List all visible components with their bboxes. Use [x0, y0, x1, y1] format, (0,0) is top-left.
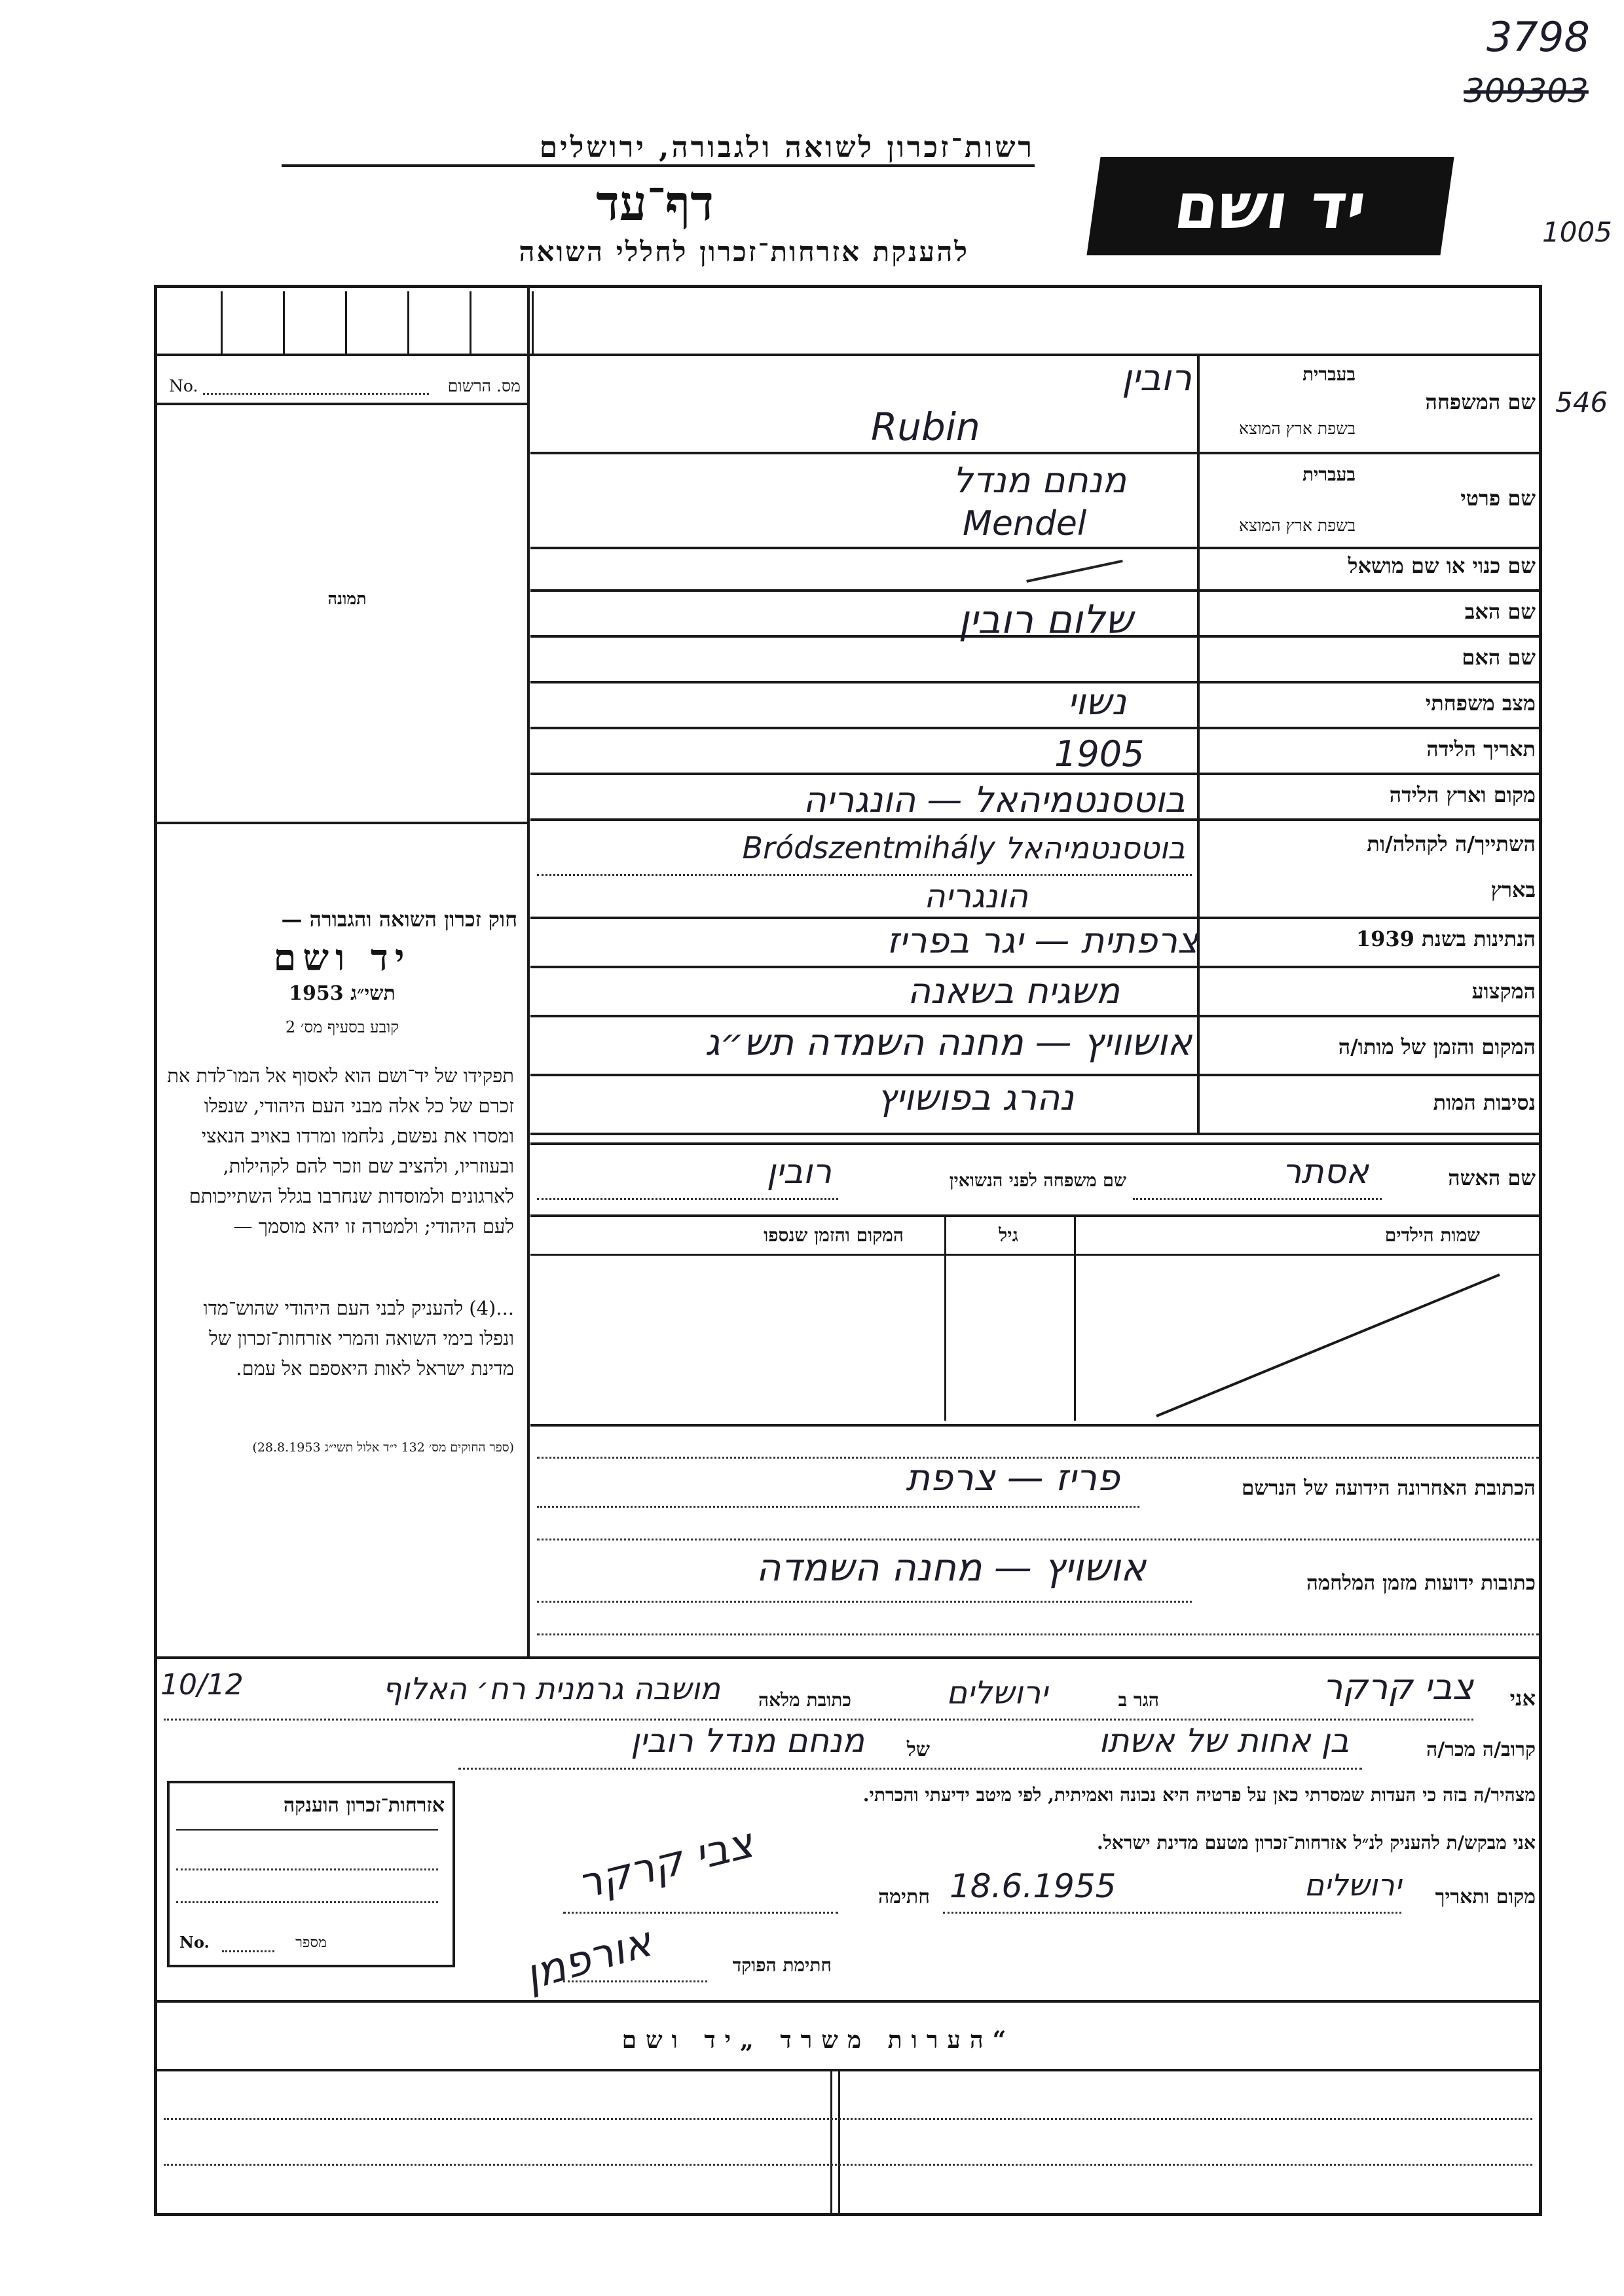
granted-no-he: מספר	[295, 1935, 327, 1951]
row-rule	[530, 1015, 1539, 1017]
archive-number-2: 309303	[1464, 72, 1589, 110]
authority-line: רשות־זכרון לשואה ולגבורה, ירושלים	[282, 131, 1035, 167]
address-dots	[537, 1506, 1139, 1508]
children-death-label: המקום והזמן שנספו	[764, 1224, 904, 1246]
community-value[interactable]: בוטסנטמיהאל Bródszentmihály	[742, 830, 1185, 866]
resides-value[interactable]: ירושלים	[946, 1675, 1048, 1711]
row-rule	[530, 1214, 1539, 1217]
checkbox-strip	[160, 291, 534, 354]
archive-number-4: 546	[1555, 386, 1608, 418]
hebrew-label-1: בעברית	[1302, 363, 1356, 385]
children-header-rule	[530, 1254, 1539, 1256]
signature-label: חתימה	[878, 1886, 930, 1908]
form-subtitle: להענקת אזרחות־זכרון לחללי השואה	[519, 236, 969, 268]
row-rule	[530, 773, 1539, 775]
granted-box	[167, 1781, 455, 1967]
children-col-divider	[944, 1214, 946, 1421]
address-dots	[537, 1633, 1539, 1635]
country-value[interactable]: הונגריה	[924, 877, 1028, 915]
row-rule	[530, 589, 1539, 592]
birth-place-value[interactable]: בוטסנטמיהאל — הונגריה	[803, 779, 1185, 820]
reg-no-prefix: No.	[169, 376, 198, 395]
row-rule	[530, 452, 1539, 454]
relative-dots	[458, 1768, 1362, 1770]
maiden-value[interactable]: רובין	[766, 1152, 832, 1192]
birth-place-label: מקום וארץ הלידה	[1389, 782, 1536, 807]
wife-label: שם האשה	[1448, 1165, 1536, 1190]
row-rule	[530, 635, 1539, 638]
signature-value[interactable]: צבי קרקר	[573, 1819, 758, 1909]
address-value[interactable]: מושבה גרמנית רח׳ האלוף	[382, 1671, 720, 1706]
place-value[interactable]: ירושלים	[1304, 1867, 1401, 1903]
row-rule	[530, 818, 1539, 821]
granted-dots	[176, 1868, 438, 1870]
first-name-orig[interactable]: Mendel	[963, 504, 1087, 543]
row-rule	[530, 1133, 1539, 1135]
place-date-label: מקום ותאריך	[1435, 1886, 1536, 1908]
address-label: כתובת מלאה	[758, 1689, 851, 1711]
children-col-divider	[1074, 1214, 1076, 1421]
origin-lang-label-2: בשפת ארץ המוצא	[1239, 516, 1356, 535]
signature-dots	[563, 1912, 838, 1914]
address-dots	[537, 1539, 1539, 1540]
logo-text: יד ושם	[1170, 170, 1371, 243]
remarks-title: הערות משרד „יד ושם“	[621, 2026, 1016, 2054]
birth-date-value[interactable]: 1905	[1054, 733, 1145, 774]
remarks-rule	[157, 2069, 1539, 2071]
profession-value[interactable]: משגיח בשאנה	[907, 970, 1120, 1011]
citizenship-value[interactable]: צרפתית — יגר בפריז	[887, 920, 1198, 961]
declarant-dots	[164, 1719, 1473, 1721]
officer-dots	[563, 1980, 707, 1982]
granted-title: אזרחות־זכרון הוענקה	[283, 1794, 445, 1817]
death-cause-label: נסיבות המות	[1433, 1090, 1536, 1115]
section-rule	[530, 1424, 1539, 1427]
community-label: השתייך/ה לקהלה/ות	[1367, 831, 1536, 856]
row-rule	[530, 547, 1539, 549]
strip-cell[interactable]	[285, 291, 347, 354]
reg-no-field[interactable]	[203, 393, 429, 395]
i-label: אני	[1509, 1686, 1536, 1711]
maiden-dots	[537, 1198, 838, 1200]
law-text-1: תפקידו של יד־ושם הוא לאסוף אל המו־לדת את זכרם של כל אלה מבני העם היהודי, שנפלו ומסרו את נפשם, נלחמו ומרדו באויב הנאצי ובעוזריו, ולהציב שם וזכר להם לקהילות, לארגונים ולמוסדות שנחרבו בגלל השתייכותם לעם היהודי; ולמטרה זו יהא מוסמך —	[167, 1065, 514, 1237]
country-label: בארץ	[1490, 877, 1536, 902]
section-rule	[530, 1142, 1539, 1145]
row-dots	[537, 874, 1192, 876]
row-rule	[530, 917, 1539, 919]
granted-no-field[interactable]	[222, 1950, 274, 1952]
granted-rule	[176, 1829, 438, 1831]
wife-value[interactable]: אסתר	[1282, 1152, 1369, 1192]
first-name-he[interactable]: מנחם מנדל	[952, 460, 1126, 501]
last-address-value[interactable]: פריז — צרפת	[906, 1457, 1120, 1499]
relative-label: קרוב/ה מכר/ה	[1426, 1738, 1536, 1761]
first-name-label: שם פרטי	[1460, 486, 1536, 511]
request-text: אני מבקש/ת להעניק לנ״ל אזרחות־זכרון מטעם מדינת ישראל.	[1096, 1832, 1536, 1853]
wife-dots	[1133, 1198, 1382, 1200]
citizenship-label: הנתינות בשנת 1939	[1356, 926, 1536, 951]
death-place-label: המקום והזמן של מותו/ה	[1338, 1034, 1536, 1059]
row-rule	[530, 966, 1539, 968]
strip-cell[interactable]	[160, 291, 223, 354]
law-clause: קובע בסעיף מס׳ 2	[285, 1018, 399, 1036]
place-date-dots	[943, 1912, 1401, 1914]
i-value[interactable]: צבי קרקר	[1322, 1666, 1473, 1707]
address-dots	[537, 1601, 1192, 1603]
origin-lang-label-1: בשפת ארץ המוצא	[1239, 419, 1356, 438]
form-title: דף־עד	[596, 175, 714, 232]
marital-label: מצב משפחתי	[1425, 691, 1536, 716]
granted-no-label: No.	[179, 1933, 210, 1952]
family-name-orig[interactable]: Rubin	[871, 405, 980, 449]
relative-value[interactable]: בן אחות של אשתו	[1099, 1722, 1349, 1760]
remarks-dots[interactable]	[164, 2118, 1532, 2120]
resides-label: הגר ב	[1118, 1689, 1159, 1711]
officer-signature[interactable]: אורפמן	[519, 1918, 657, 2000]
age-label: גיל	[999, 1224, 1018, 1246]
hebrew-label-2: בעברית	[1302, 464, 1356, 485]
birth-date-label: תאריך הלידה	[1426, 737, 1536, 761]
law-source: (ספר החוקים מס׳ 132 י״ד אלול תשי״ג 28.8.1953)	[252, 1440, 514, 1455]
remarks-dots[interactable]	[164, 2164, 1532, 2166]
family-name-he[interactable]: רובין	[1121, 357, 1192, 399]
declare-text: מצהיר/ה בזה כי העדות שמסרתי כאן על פרטיה היא נכונה ואמיתית, לפי מיטב ידיעתי והכרתי.	[862, 1784, 1536, 1806]
law-title: חוק זכרון השואה והגבורה —	[281, 907, 517, 932]
row-rule	[530, 1074, 1539, 1076]
house-number[interactable]: 10/12	[160, 1668, 244, 1702]
law-year: תשי״ג 1953	[289, 982, 396, 1005]
strip-cell[interactable]	[223, 291, 285, 354]
officer-label: חתימת הפוקד	[732, 1954, 832, 1976]
law-name: יד ושם	[273, 936, 411, 979]
row-rule	[530, 727, 1539, 729]
death-cause-value[interactable]: נהרג בפושויץ	[877, 1077, 1074, 1118]
photo-rule	[157, 822, 527, 824]
remarks-divider	[830, 2069, 832, 2213]
remarks-divider	[838, 2069, 840, 2213]
photo-label: תמונה	[327, 589, 367, 608]
last-address-label: הכתובת האחרונה הידועה של הנרשם	[1241, 1476, 1536, 1500]
profession-label: המקצוע	[1471, 979, 1536, 1004]
strip-cell[interactable]	[471, 291, 534, 354]
reg-no-label: מס. הרשום	[447, 376, 521, 395]
nickname-label: שם כנוי או שם מושאל	[1348, 553, 1536, 578]
date-value[interactable]: 18.6.1955	[950, 1867, 1116, 1905]
header-rule	[157, 354, 1539, 356]
children-label: שמות הילדים	[1384, 1224, 1480, 1246]
yad-vashem-logo	[1086, 157, 1454, 255]
father-label: שם האב	[1464, 599, 1536, 624]
archive-number-3: 1005	[1542, 216, 1612, 248]
marital-value[interactable]: נשוי	[1067, 681, 1126, 723]
mother-label: שם האם	[1462, 645, 1536, 670]
of-value[interactable]: מנחם מנדל רובין	[631, 1722, 864, 1760]
left-column-divider	[527, 288, 530, 1656]
strip-cell[interactable]	[347, 291, 409, 354]
law-text-2: ...(4) להעניק לבני העם היהודי שהוש־מדו ונפלו בימי השואה והמרי אזרחות־זכרון של מדינת ישראל לאות היאספם אל עמם.	[203, 1297, 514, 1379]
maiden-label: שם משפחה לפני הנשואין	[949, 1171, 1126, 1191]
family-name-label: שם המשפחה	[1425, 390, 1536, 414]
war-address-value[interactable]: אושויץ — מחנה השמדה	[756, 1545, 1146, 1590]
death-place-value[interactable]: אושוויץ — מחנה השמדה תש״ג	[705, 1021, 1192, 1064]
war-address-label: כתובות ידועות מזמן המלחמה	[1306, 1571, 1536, 1595]
children-strikeout	[1153, 1267, 1506, 1424]
section-rule	[157, 1656, 1539, 1659]
of-label: של	[906, 1738, 930, 1761]
strip-cell[interactable]	[409, 291, 471, 354]
archive-number-1: 3798	[1486, 13, 1590, 61]
father-value[interactable]: שלום רובין	[958, 597, 1133, 643]
reg-no-rule	[157, 403, 527, 405]
remarks-rule	[157, 2000, 1539, 2003]
granted-dots	[176, 1901, 438, 1903]
